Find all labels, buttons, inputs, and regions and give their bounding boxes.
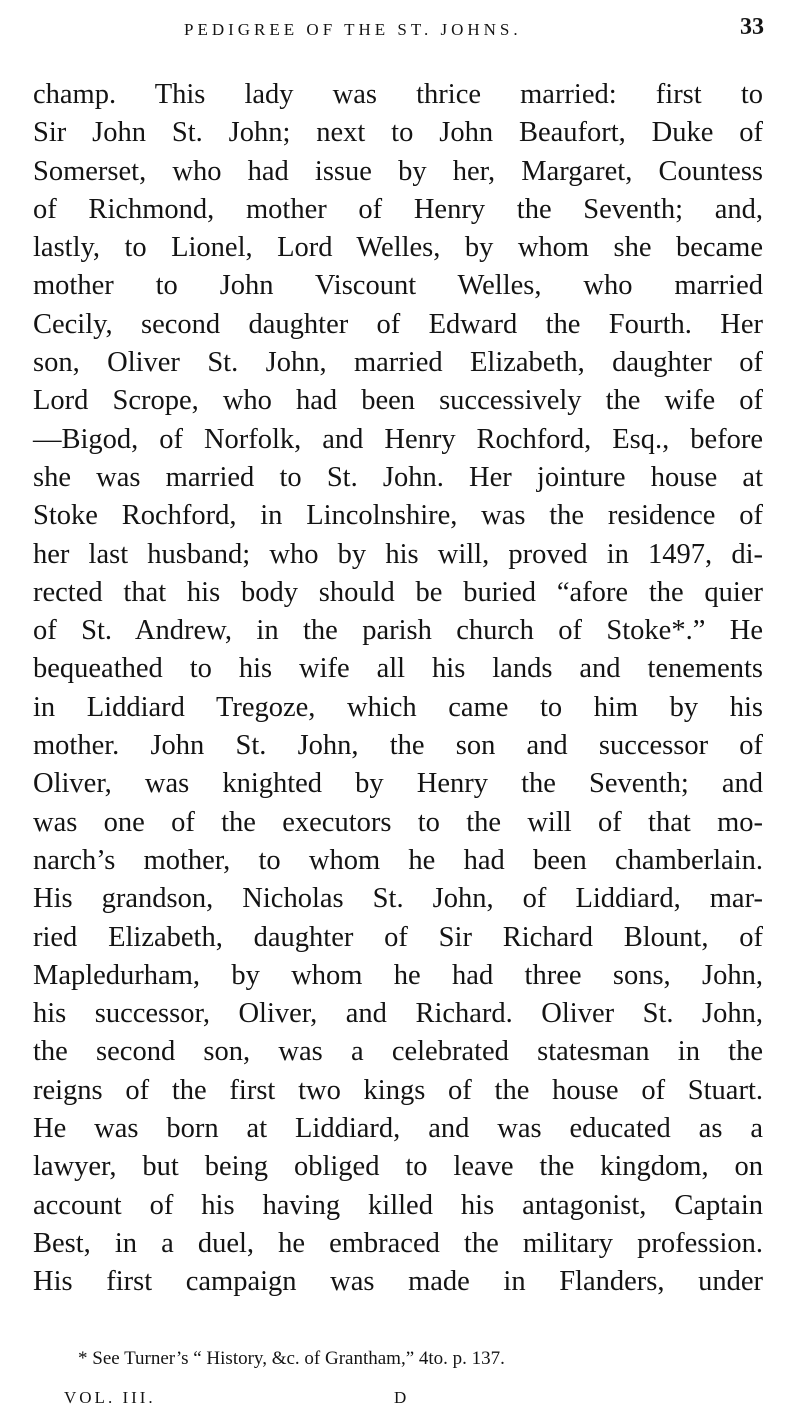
text-line: her last husband; who by his will, proved in 1497, di- [33, 538, 763, 570]
signature-mark: D [394, 1388, 407, 1407]
text-line: His first campaign was made in Flanders, under [33, 1266, 763, 1298]
text-line: Stoke Rochford, in Lincolnshire, was the residence of [33, 500, 763, 532]
text-line: lawyer, but being obliged to leave the kingdom, on [33, 1151, 763, 1183]
text-line: Oliver, was knighted by Henry the Seventh; and [33, 768, 763, 800]
text-line: Best, in a duel, he embraced the military profession. [33, 1227, 763, 1259]
text-line: the second son, was a celebrated statesman in the [33, 1036, 763, 1068]
text-line: in Liddiard Tregoze, which came to him by his [33, 691, 763, 723]
text-line: was one of the executors to the will of that mo- [33, 806, 763, 838]
text-line: his successor, Oliver, and Richard. Oliver St. John, [33, 998, 763, 1030]
text-line: Cecily, second daughter of Edward the Fourth. Her [33, 308, 763, 340]
text-line: son, Oliver St. John, married Elizabeth, daughter of [33, 347, 763, 379]
text-line: Mapledurham, by whom he had three sons, John, [33, 959, 763, 991]
text-line: He was born at Liddiard, and was educated as a [33, 1113, 763, 1145]
text-line: account of his having killed his antagonist, Captain [33, 1189, 763, 1221]
text-line: mother to John Viscount Welles, who married [33, 270, 763, 302]
text-line: —Bigod, of Norfolk, and Henry Rochford, Esq., before [33, 423, 763, 455]
page-footer [64, 1388, 424, 1418]
text-line: champ. This lady was thrice married: first to [33, 79, 763, 110]
footnote: * See Turner’s “ History, &c. of Grantham,” 4to. p. 137. [78, 1348, 505, 1369]
running-title: PEDIGREE OF THE ST. JOHNS. [184, 20, 522, 39]
page-number: 33 [740, 14, 764, 40]
volume-label: VOL. III. [64, 1388, 156, 1407]
body-text [33, 76, 763, 1302]
text-line: ried Elizabeth, daughter of Sir Richard Blount, of [33, 921, 763, 953]
text-line: bequeathed to his wife all his lands and tenements [33, 653, 763, 685]
text-line: rected that his body should be buried “afore the quier [33, 576, 763, 608]
text-line: narch’s mother, to whom he had been chamberlain. [33, 844, 763, 876]
text-line: she was married to St. John. Her jointure house at [33, 461, 763, 493]
text-line: Lord Scrope, who had been successively the wife of [33, 385, 763, 417]
text-line: Somerset, who had issue by her, Margaret, Countess [33, 155, 763, 187]
running-head [34, 14, 764, 50]
text-line: reigns of the first two kings of the house of Stuart. [33, 1074, 763, 1106]
text-line: mother. John St. John, the son and successor of [33, 730, 763, 762]
text-line: Sir John St. John; next to John Beaufort, Duke of [33, 117, 763, 149]
text-line: of Richmond, mother of Henry the Seventh; and, [33, 193, 763, 225]
text-line: His grandson, Nicholas St. John, of Liddiard, mar- [33, 883, 763, 915]
text-line: lastly, to Lionel, Lord Welles, by whom she became [33, 232, 763, 264]
text-line: of St. Andrew, in the parish church of Stoke*.” He [33, 615, 763, 647]
